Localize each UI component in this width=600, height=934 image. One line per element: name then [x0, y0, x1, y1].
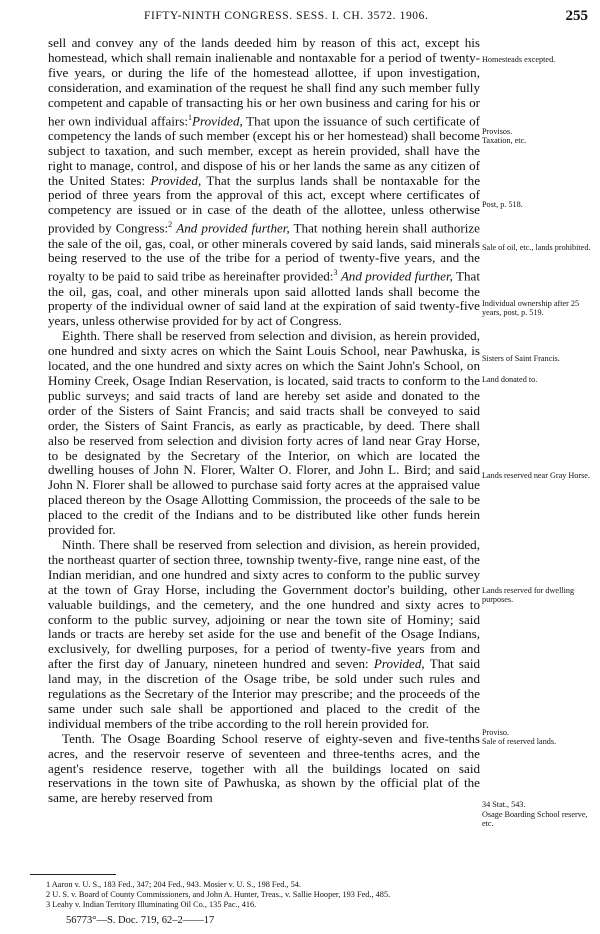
page-header — [0, 8, 600, 28]
margin-note: Lands reserved for dwelling purposes. — [482, 586, 575, 604]
text-run: Ninth. There shall be reserved from selection and division, as herein provided, the northeast quarter of section three, township twenty-five, range nine east, of the Indian meridian, and one hundred and sixty acres to conform to the public survey at the town of Gray Horse, including the Government doctor's building, other valuable buildings, and the cemetery, and the one hundred and sixty acres to conform to the public survey, adjoining or near the town site of Hominy; said lands or tracts are hereby set aside for the use and benefit of the Osage Indians, exclusively, for dwelling purposes, for a period of twenty-five years from and after the first day of January, nineteen hundred and seven: — [48, 536, 480, 672]
page-number: 255 — [565, 8, 588, 24]
text-run: That the oil, gas, coal, and other minerals upon said allotted lands shall become the property of the individual owner of said land at the expiration of said twenty-five years, unless otherwise provided for by act of Congress. — [48, 268, 480, 329]
footnote: 2 U. S. v. Board of County Commissioners, and John A. Hunter, Treas., v. Sallie Hooper, 193 Fed., 485. — [46, 890, 391, 899]
paragraph-continued — [48, 36, 480, 329]
footnote: 1 Aaron v. U. S., 183 Fed., 347; 204 Fed., 943. Mosier v. U. S., 198 Fed., 54. — [46, 880, 301, 889]
text-run: That upon the issuance of such certificate of competency the lands of such member (except his or her homestead) shall become subject to taxation, and such member, except as herein provided, shall have the right to manage, control, and dispose of his or her lands the same as any citizen of the United States: — [48, 112, 480, 188]
text-run: sell and convey any of the lands deeded him by reason of this act, except his homestead, which shall remain inalienable and nontaxable for a period of twenty-five years, or during the life of the homestead allottee, if upon investigation, consideration, and examination of the request he shall find any such member fully competent and capable of transacting his or her own business and caring for his or her own individual affairs: — [48, 35, 480, 128]
footnote-ref: 3 — [333, 268, 338, 278]
margin-note: Post, p. 518. — [482, 200, 523, 209]
proviso-word: Provided, — [192, 112, 243, 128]
margin-note: Sale of reserved lands. — [482, 737, 557, 746]
text-run: That nothing herein shall authorize the sale of the oil, gas, coal, or other minerals covered by said lands, said minerals being reserved to the use of the tribe for a period of twenty-five years, and the royalty to be paid to said tribe as hereinafter provided: — [48, 220, 480, 284]
signature-mark: 56773°—S. Doc. 719, 62–2——17 — [66, 915, 215, 926]
margin-note: Taxation, etc. — [482, 136, 527, 145]
footnote-ref: 1 — [188, 112, 192, 122]
paragraph-ninth — [48, 538, 480, 732]
margin-note: Individual ownership after 25 years, post, p. 519. — [482, 299, 580, 317]
statute-text — [48, 36, 480, 806]
margin-note: Homesteads excepted. — [482, 55, 556, 64]
footnote: 3 Leahy v. Indian Territory Illuminating Oil Co., 135 Pac., 416. — [46, 900, 257, 909]
margin-note: Land donated to. — [482, 375, 538, 384]
proviso-word: And provided further, — [340, 268, 453, 284]
margin-note: Osage Boarding School reserve, etc. — [482, 810, 588, 828]
proviso-word: And provided further, — [176, 220, 290, 236]
margin-note: Provisos. — [482, 127, 513, 136]
proviso-word: Provided, — [150, 172, 202, 188]
text-run: That said land may, in the discretion of the Osage tribe, be sold under such rules and regulations as the Secretary of the Interior may prescribe; and the proceeds of the same under such sale shall be apportioned and placed to the credit of the individual members of the tribe according to the roll herein provided for. — [48, 656, 481, 731]
margin-note: Sisters of Saint Francis. — [482, 354, 560, 363]
margin-note: Sale of oil, etc., lands prohibited. — [482, 243, 591, 252]
margin-note: Lands reserved near Gray Horse. — [482, 471, 590, 480]
margin-note: Proviso. — [482, 728, 510, 737]
footnote-rule — [30, 874, 116, 875]
footnote-ref: 2 — [168, 220, 173, 230]
text-run: That the surplus lands shall be nontaxable for the period of three years from the approval of this act, except where certificates of competency are issued or in case of the death of the allottee, unless otherwise provided by Congress: — [48, 172, 481, 236]
paragraph-eighth: Eighth. There shall be reserved from selection and division, as herein provided, one hundred and sixty acres on which the Saint Louis School, near Pawhuska, is located, and the one hundred and sixty acres on which the Saint John's School, on Hominy Creek, Osage Indian Reservation, is located, said tracts to conform to the public surveys; and said tracts of land are hereby set aside and donated to the order of the Sisters of Saint Francis; and said tracts shall be conveyed to said order, the Sisters of Saint Francis, as early as practicable, by deed. There shall also be reserved from selection and division forty acres of land near Gray Horse, to be designated by the Secretary of the Interior, on which are located the dwelling houses of John N. Florer, Walter O. Florer, and John L. Bird; and said John N. Florer shall be allowed to purchase said forty acres at the appraised value placed thereon by the Osage Allotting Commission, the proceeds of the sale to be placed to the credit of the Indians and to be distributed like other funds herein provided for. — [48, 328, 480, 538]
running-head: FIFTY-NINTH CONGRESS. SESS. I. CH. 3572. 1906. — [144, 10, 429, 22]
paragraph-tenth: Tenth. The Osage Boarding School reserve of eighty-seven and five-tenths acres, and the reservoir reserve of seventeen and three-tenths acres, and the agent's residence reserve, together with all the buildings located on said reservations in the town site of Pawhuska, as shown by the official plat of the same, are hereby reserved from — [48, 730, 480, 806]
margin-note: 34 Stat., 543. — [482, 800, 526, 809]
proviso-word: Provided, — [373, 656, 425, 672]
